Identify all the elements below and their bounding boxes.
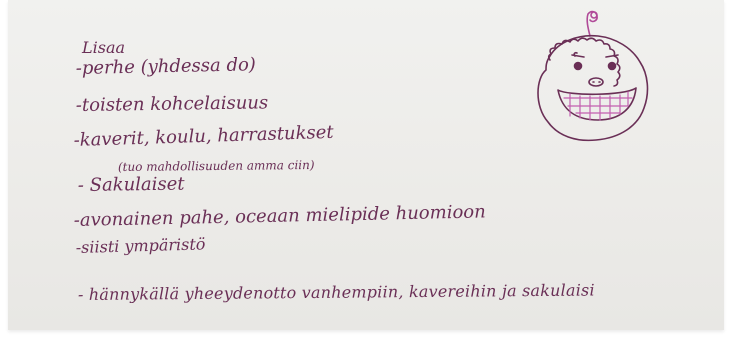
- paper-sheet: [8, 0, 724, 330]
- note-line-1: -perhe (yhdessa do): [75, 54, 257, 79]
- smiling-face-doodle: [528, 8, 668, 158]
- smiling-face-icon: [528, 8, 668, 158]
- note-line-3: -kaverit, koulu, harrastukset: [73, 121, 334, 151]
- note-line-3-subnote: (tuo mahdollisuuden amma ciin): [117, 157, 315, 174]
- note-title: Lisaa: [82, 38, 126, 57]
- note-line-4: - Sakulaiset: [77, 173, 185, 196]
- note-line-7: - hännykällä yheeydenotto vanhempiin, kavereihin ja sakulaisi: [77, 280, 595, 304]
- note-line-5: -avonainen pahe, oceaan mielipide huomioon: [73, 201, 486, 231]
- note-line-6: -siisti ympäristö: [75, 234, 206, 257]
- note-line-2: -toisten kohcelaisuus: [75, 92, 269, 116]
